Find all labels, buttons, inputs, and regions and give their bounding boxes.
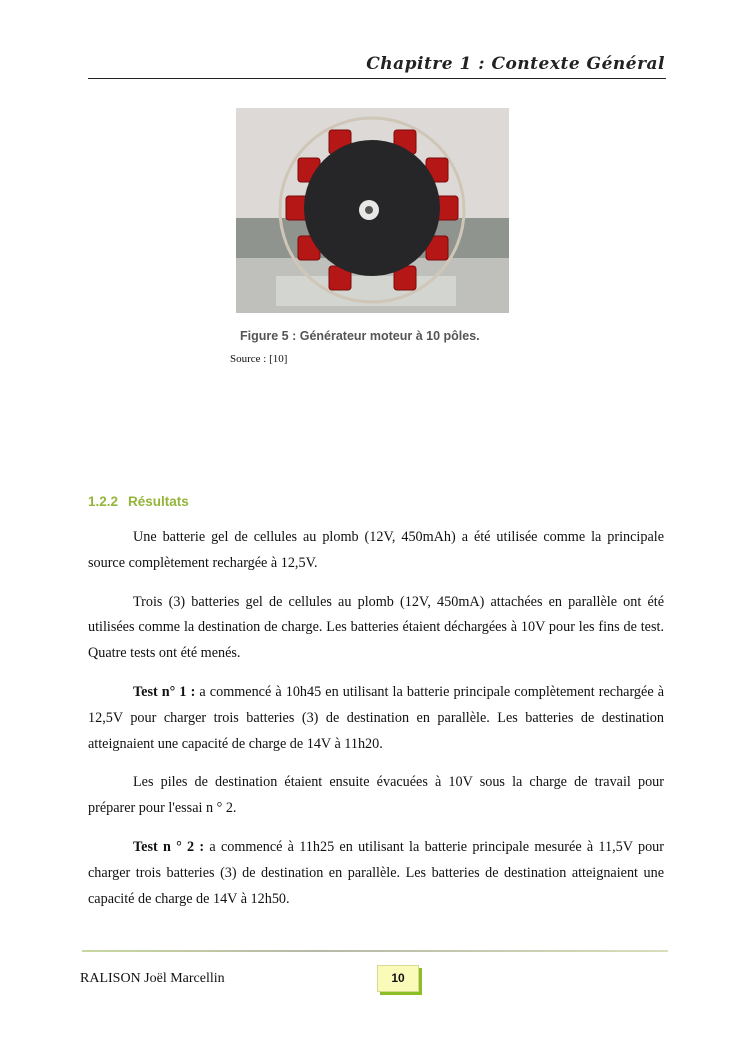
- page-number: 10: [377, 965, 419, 992]
- paragraph-text: a commencé à 10h45 en utilisant la batterie principale complètement rechargée à 12,5V pour charger trois batteries (3) de destination en parallèle. Les batteries de destination atteignaient une capacité de charge de 14V à 11h20.: [88, 683, 664, 752]
- paragraph: [88, 525, 664, 577]
- body-text: [88, 525, 664, 925]
- paragraph: [88, 770, 664, 822]
- paragraph-text: Trois (3) batteries gel de cellules au plomb (12V, 450mA) attachées en parallèle ont été utilisées comme la destination de charge. Les batteries étaient déchargées à 10V pour les fins de test. Quatre tests ont été menés.: [88, 593, 664, 662]
- footer-author: RALISON Joël Marcellin: [80, 971, 225, 986]
- paragraph: [88, 835, 664, 912]
- paragraph: [88, 590, 664, 667]
- figure-source: Source : [10]: [230, 353, 288, 365]
- section-title: Résultats: [128, 494, 189, 509]
- chapter-header: Chapitre 1 : Contexte Général: [366, 54, 665, 74]
- generator-photo: [236, 108, 509, 313]
- section-number: 1.2.2: [88, 494, 119, 509]
- paragraph-text: a commencé à 11h25 en utilisant la batterie principale mesurée à 11,5V pour charger trois batteries (3) de destination en parallèle. Les batteries de destination atteignaient une capacité de charge de 14V à 12h50.: [88, 838, 664, 907]
- footer-rule: [82, 950, 668, 952]
- header-rule: [88, 78, 666, 79]
- figure-caption: Figure 5 : Générateur moteur à 10 pôles.: [240, 329, 480, 343]
- bold-lead: Test n° 1 :: [133, 683, 196, 700]
- bold-lead: Test n ° 2 :: [133, 838, 205, 855]
- paragraph: [88, 680, 664, 757]
- section-heading: [88, 494, 199, 509]
- paragraph-text: Les piles de destination étaient ensuite évacuées à 10V sous la charge de travail pour préparer pour l'essai n ° 2.: [88, 774, 664, 817]
- paragraph-text: Une batterie gel de cellules au plomb (12V, 450mAh) a été utilisée comme la principale source complètement rechargée à 12,5V.: [88, 529, 664, 571]
